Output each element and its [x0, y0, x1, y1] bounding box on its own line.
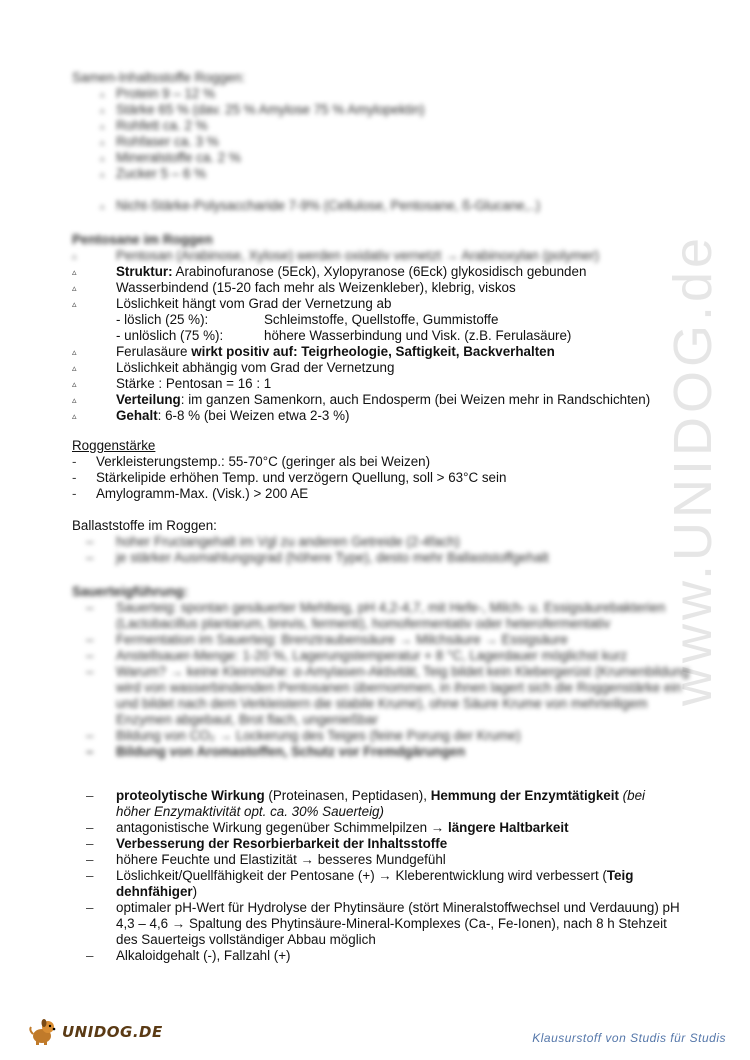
hyphen-bullet: - [72, 470, 77, 485]
list-item: ▵ Stärke 65 % (dav. 25 % Amylose 75 % Amylopektin) [100, 102, 425, 117]
section-title: Samen-Inhaltsstoffe Roggen: [72, 70, 246, 85]
list-item: - Stärkelipide erhöhen Temp. und verzögern Quellung, soll > 63°C sein [72, 470, 507, 485]
list-item: ▵ Verteilung: im ganzen Samenkorn, auch Endosperm (bei Weizen mehr in Randschichten) [72, 392, 651, 407]
list-item: ▵ Rohfett ca. 2 % [100, 118, 208, 133]
triangle-bullet-icon: ▵ [100, 121, 105, 131]
list-item: – Verbesserung der Resorbierbarkeit der Inhaltsstoffe [86, 836, 448, 851]
triangle-bullet-icon: ▵ [100, 153, 105, 163]
dash-bullet: – [86, 948, 94, 963]
triangle-bullet-icon: ▵ [72, 251, 77, 261]
list-item: – optimaler pH-Wert für Hydrolyse der Phytinsäure (stört Mineralstoffwechsel und Verdauung) pH 4,3 – 4,6 → Spaltung des Phytinsäure-Mineral-Komplexes (Ca-, Fe-Ionen), nach 8 h Stehzeit des Sauerteigs vollständiger Abbau möglich [86, 900, 680, 947]
dash-bullet: – [86, 632, 94, 647]
section-title: Pentosane im Roggen [72, 232, 213, 247]
triangle-bullet-icon: ▵ [100, 89, 105, 99]
dash-bullet: – [86, 728, 94, 743]
sub-item: - löslich (25 %): Schleimstoffe, Quellstoffe, Gummistoffe [116, 312, 499, 327]
list-item: ▵ Pentosan (Arabinose, Xylose) werden oxidativ vernetzt → Arabinoxylan (polymer) [72, 248, 600, 263]
section-title: Ballaststoffe im Roggen: [72, 518, 217, 533]
watermark: www.UNIDOG.de [663, 233, 723, 707]
list-item: ▵ Stärke : Pentosan = 16 : 1 [72, 376, 272, 391]
triangle-bullet-icon: ▵ [72, 411, 77, 421]
dash-bullet: – [86, 550, 94, 565]
triangle-bullet-icon: ▵ [72, 283, 77, 293]
list-item: - Verkleisterungstemp.: 55-70°C (geringer als bei Weizen) [72, 454, 431, 469]
section-pentosane [72, 232, 692, 424]
list-item: – proteolytische Wirkung (Proteinasen, Peptidasen), Hemmung der Enzymtätigkeit (bei höher Enzymaktivität opt. ca. 30% Sauerteig) [86, 788, 645, 819]
dash-bullet: – [86, 900, 94, 915]
section-sauerteig [72, 788, 682, 964]
section-samen-inhaltsstoffe [72, 70, 692, 214]
list-item: ▵ Löslichkeit hängt vom Grad der Vernetzung ab [72, 296, 392, 311]
section-title: Sauerteigführung: [72, 584, 189, 599]
list-item: – Sauerteig: spontan gesäuerter Mehlteig, pH 4,2-4,7, mit Hefe-, Milch- u. Essigsäurebakterien (Lactobacillus plantarum, brevis, fermenti), homofermentativ oder heterofermentativ [86, 600, 666, 631]
brand-name: UNIDOG.DE [62, 1023, 163, 1041]
list-item: ▵ Wasserbindend (15-20 fach mehr als Weizenkleber), klebrig, viskos [72, 280, 516, 295]
dash-bullet: – [86, 664, 94, 679]
dash-bullet: – [86, 600, 94, 615]
list-item: ▵ Protein 9 – 12 % [100, 86, 216, 101]
list-item: – Bildung von CO₂ → Lockerung des Teiges (feine Porung der Krume) [86, 728, 521, 743]
triangle-bullet-icon: ▵ [100, 201, 105, 211]
sub-item: - unlöslich (75 %): höhere Wasserbindung und Visk. (z.B. Ferulasäure) [116, 328, 572, 343]
hyphen-bullet: - [72, 454, 77, 469]
list-item: ▵ Ferulasäure wirkt positiv auf: Teigrheologie, Saftigkeit, Backverhalten [72, 344, 555, 359]
triangle-bullet-icon: ▵ [100, 137, 105, 147]
triangle-bullet-icon: ▵ [72, 379, 77, 389]
triangle-bullet-icon: ▵ [72, 299, 77, 309]
list-item: – je stärker Ausmahlungsgrad (höhere Type), desto mehr Ballaststoffgehalt [86, 550, 549, 565]
triangle-bullet-icon: ▵ [72, 363, 77, 373]
list-item: ▵ Löslichkeit abhängig vom Grad der Vernetzung [72, 360, 395, 375]
list-item: – höhere Feuchte und Elastizität → besseres Mundgefühl [86, 852, 446, 867]
section-roggenstaerke [72, 438, 692, 502]
list-item: ▵ Rohfaser ca. 3 % [100, 134, 219, 149]
dash-bullet: – [86, 648, 94, 663]
triangle-bullet-icon: ▵ [100, 105, 105, 115]
triangle-bullet-icon: ▵ [72, 267, 77, 277]
list-item: ▵ Mineralstoffe ca. 2 % [100, 150, 241, 165]
section-sauerteig-blurred [72, 584, 692, 760]
dash-bullet: – [86, 744, 94, 759]
dog-mascot-icon [28, 1018, 58, 1046]
list-item: ▵ Nicht-Stärke-Polysaccharide 7-9% (Cellulose, Pentosane, ß-Glucane,..) [100, 198, 541, 213]
list-item: ▵ Struktur: Arabinofuranose (5Eck), Xylopyranose (6Eck) glykosidisch gebunden [72, 264, 587, 279]
dash-bullet: – [86, 788, 94, 803]
dash-bullet: – [86, 852, 94, 867]
list-item: – Löslichkeit/Quellfähigkeit der Pentosane (+) → Kleberentwicklung wird verbessert (Teig dehnfähiger) [86, 868, 634, 899]
list-item: – Warum? → keine Kleinmühe: α-Amylasen-Aktivität, Teig bildet kein Klebergerüst (Krumenbildung wird von wasserbindenden Pentosanen übernommen, in ihnen lagert sich die Roggenstärke ein und bildet nach dem Verkleistern die stabile Krume), ohne Säure Krume von mehrteiligem Enzymen abgebaut, Brot flach, ungenießbar [86, 664, 690, 727]
list-item: - Amylogramm-Max. (Visk.) > 200 AE [72, 486, 309, 501]
section-ballaststoffe [72, 518, 692, 566]
triangle-bullet-icon: ▵ [72, 347, 77, 357]
triangle-bullet-icon: ▵ [100, 169, 105, 179]
list-item: – Fermentation im Sauerteig: Brenztraubensäure → Milchsäure → Essigsäure [86, 632, 568, 647]
dash-bullet: – [86, 868, 94, 883]
dash-bullet: – [86, 820, 94, 835]
list-item: ▵ Zucker 5 – 6 % [100, 166, 207, 181]
triangle-bullet-icon: ▵ [72, 395, 77, 405]
dash-bullet: – [86, 836, 94, 851]
list-item: – antagonistische Wirkung gegenüber Schimmelpilzen → längere Haltbarkeit [86, 820, 569, 835]
footer-slogan: Klausurstoff von Studis für Studis [532, 1031, 726, 1045]
list-item: – Anstellsauer-Menge: 1-20 %, Lagerungstemperatur + 8 °C, Lagerdauer möglichst kurz [86, 648, 628, 663]
section-title: Roggenstärke [72, 438, 156, 453]
footer-logo[interactable] [28, 1017, 163, 1047]
list-item: – hoher Fructangehalt im Vgl zu anderen Getreide (2-4fach) [86, 534, 460, 549]
list-item: – Bildung von Aromastoffen, Schutz vor Fremdgärungen [86, 744, 466, 759]
dash-bullet: – [86, 534, 94, 549]
list-item: – Alkaloidgehalt (-), Fallzahl (+) [86, 948, 291, 963]
hyphen-bullet: - [72, 486, 77, 501]
list-item: ▵ Gehalt: 6-8 % (bei Weizen etwa 2-3 %) [72, 408, 350, 423]
